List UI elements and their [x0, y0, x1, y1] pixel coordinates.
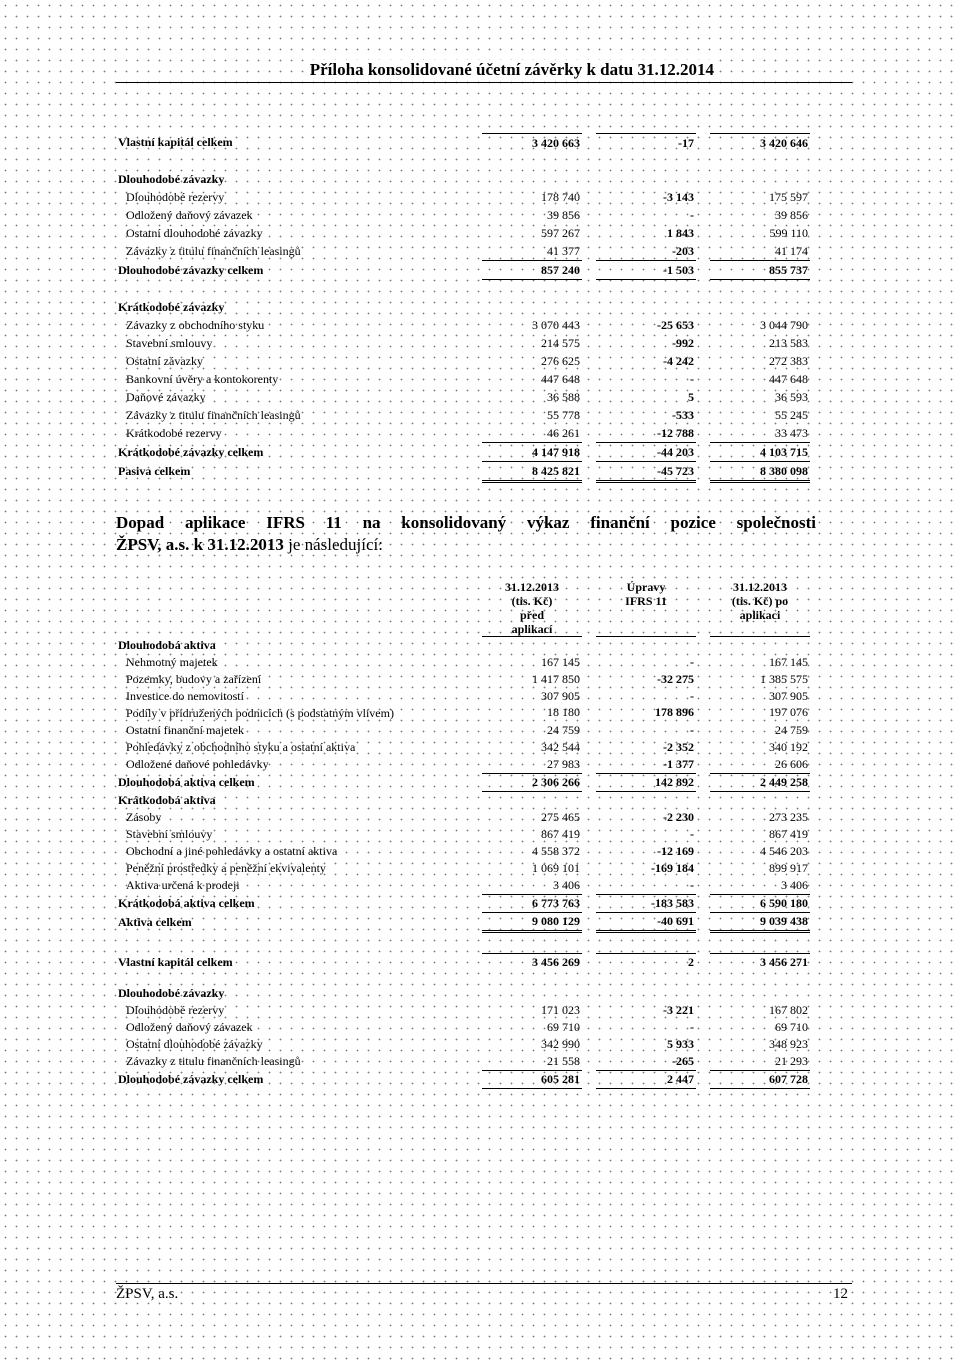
value-after: 855 737	[710, 261, 810, 280]
section-header	[116, 298, 810, 316]
value-before: 46 261	[482, 424, 582, 443]
row-label: Pasiva celkem	[118, 464, 191, 478]
value-before: 867 419	[541, 827, 580, 841]
value-adjustment: -3 221	[663, 1003, 694, 1017]
row-label: Podíly v přidružených podnicích (s podstatným vlivem)	[126, 706, 394, 720]
value-after: 273 235	[769, 810, 808, 824]
table-row	[116, 388, 810, 406]
row-label: Dlouhodobá aktiva celkem	[118, 775, 255, 789]
value-after: 36 593	[775, 389, 808, 404]
section-label: Dlouhodobá aktiva	[118, 637, 216, 652]
document-title: Příloha konsolidované účetní závěrky k datu 31.12.2014	[309, 60, 714, 79]
row-label: Závazky z obchodního styku	[126, 317, 265, 332]
column-header-row	[116, 608, 810, 622]
value-after: 340 192	[769, 740, 808, 754]
value-adjustment: -169 184	[651, 861, 694, 875]
value-adjustment: -2 230	[663, 810, 694, 824]
section-label: Dlouhodobé závazky	[118, 171, 225, 186]
value-after: 867 419	[769, 827, 808, 841]
value-adjustment: -	[690, 655, 694, 669]
value-before: 605 281	[482, 1071, 582, 1089]
table-row	[116, 134, 810, 153]
value-before: 3 420 663	[482, 134, 582, 153]
table-row	[116, 224, 810, 242]
value-adjustment: 178 896	[655, 705, 694, 719]
value-after: 167 802	[769, 1003, 808, 1017]
value-adjustment: -25 653	[657, 317, 694, 332]
section-label: Krátkodobé závazky	[118, 299, 225, 314]
table-row	[116, 206, 810, 224]
heading-suffix: je následující:	[283, 535, 383, 554]
table-row	[116, 913, 810, 932]
value-after: 69 710	[775, 1020, 808, 1034]
value-before: 1 069 101	[532, 861, 580, 875]
row-label: Odložený daňový závazek	[126, 207, 253, 222]
value-after: 607 728	[710, 1071, 810, 1089]
table-row	[116, 352, 810, 370]
row-label: Vlastní kapitál celkem	[118, 954, 233, 969]
table-row	[116, 895, 810, 913]
table-row	[116, 688, 810, 705]
column-header-row	[116, 580, 810, 594]
value-before: 3 070 443	[532, 317, 580, 332]
value-adjustment: -17	[596, 134, 696, 153]
page-footer	[116, 1283, 852, 1306]
section-label: Dlouhodobé závazky	[118, 986, 225, 1000]
value-after: 3 406	[710, 877, 810, 895]
value-after: 213 583	[769, 335, 808, 350]
row-label: Nehmotný majetek	[126, 655, 218, 669]
value-before: 9 080 129	[482, 913, 582, 932]
value-after: 6 590 180	[710, 895, 810, 913]
table-row	[116, 462, 810, 482]
footer-company: ŽPSV, a.s.	[116, 1286, 179, 1302]
value-before: 214 575	[541, 335, 580, 350]
value-after: 9 039 438	[710, 913, 810, 932]
table-row	[116, 843, 810, 860]
value-before: 275 465	[541, 810, 580, 824]
value-adjustment: 5	[688, 389, 694, 404]
table-row	[116, 826, 810, 843]
value-after: 33 473	[710, 424, 810, 443]
value-before: 36 588	[547, 389, 580, 404]
value-adjustment: -	[690, 1020, 694, 1034]
table-row	[116, 1002, 810, 1019]
value-adjustment: -12 169	[657, 844, 694, 858]
row-label: Závazky z titulu finančních leasingů	[126, 1054, 301, 1069]
value-after: 175 597	[769, 189, 808, 204]
value-adjustment: -3 143	[663, 189, 694, 204]
row-label: Pohledávky z obchodního styku a ostatní aktiva	[126, 740, 356, 754]
value-before: 2 306 266	[482, 774, 582, 792]
value-adjustment: -183 583	[596, 895, 696, 913]
row-label: Krátkodobé rezervy	[126, 425, 222, 440]
value-after: 21 293	[710, 1053, 810, 1071]
value-before: 55 778	[547, 407, 580, 422]
table-row	[116, 1071, 810, 1089]
row-label: Stavební smlouvy	[126, 827, 213, 841]
value-before: 39 856	[547, 207, 580, 222]
table-row	[116, 406, 810, 424]
value-adjustment: -45 723	[596, 462, 696, 482]
value-after: 4 546 203	[760, 844, 808, 858]
value-after: 24 759	[775, 723, 808, 737]
value-adjustment: -	[690, 207, 694, 222]
liabilities-table-2014	[116, 133, 810, 483]
value-before: 24 759	[547, 723, 580, 737]
value-before: 4 147 918	[482, 443, 582, 462]
value-before: 178 740	[541, 189, 580, 204]
value-adjustment: 5 933	[667, 1037, 694, 1051]
value-adjustment: -32 275	[657, 672, 694, 686]
value-before: 21 558	[482, 1053, 582, 1071]
value-adjustment: -	[690, 827, 694, 841]
value-before: 3 456 269	[482, 954, 582, 972]
table-row	[116, 261, 810, 280]
row-label: Odložený daňový závazek	[126, 1020, 253, 1034]
value-adjustment: -533	[672, 407, 694, 422]
value-adjustment: -203	[596, 242, 696, 261]
value-after: 26 606	[710, 756, 810, 774]
col-header-after: 31.12.2013	[733, 580, 787, 594]
value-adjustment: -	[690, 723, 694, 737]
table-row	[116, 705, 810, 722]
row-label: Investice do nemovitostí	[126, 689, 244, 703]
value-adjustment: 142 892	[596, 774, 696, 792]
table-row	[116, 443, 810, 462]
value-before: 276 625	[541, 353, 580, 368]
value-before: 4 558 372	[532, 844, 580, 858]
row-label: Závazky z titulu finančních leasingů	[126, 243, 301, 258]
value-after: 272 383	[769, 353, 808, 368]
value-after: 899 917	[769, 861, 808, 875]
value-after: 447 648	[769, 371, 808, 386]
table-row	[116, 1036, 810, 1053]
section-header	[116, 792, 810, 810]
section-header	[116, 170, 810, 188]
value-after: 167 145	[769, 655, 808, 669]
table-row	[116, 860, 810, 877]
section-heading: Dopad aplikace IFRS 11 na konsolidovaný výkaz finanční pozice společnosti	[116, 513, 816, 532]
row-label: Obchodní a jiné pohledávky a ostatní aktiva	[126, 844, 338, 858]
value-before: 8 425 821	[482, 462, 582, 482]
row-label: Ostatní finanční majetek	[126, 723, 244, 737]
row-label: Ostatní závazky	[126, 353, 203, 368]
section-header	[116, 637, 810, 655]
value-after: 348 923	[769, 1037, 808, 1051]
value-before: 857 240	[482, 261, 582, 280]
col-header-after: aplikaci	[739, 608, 781, 622]
row-label: Dlouhodobé rezervy	[126, 189, 225, 204]
value-before: 342 544	[541, 740, 580, 754]
company-date: ŽPSV, a.s. k 31.12.2013	[116, 535, 284, 554]
table-row	[116, 316, 810, 334]
page-header	[116, 58, 852, 83]
column-header-row	[116, 622, 810, 637]
value-adjustment: -992	[672, 335, 694, 350]
row-label: Ostatní dlouhodobé závazky	[126, 225, 263, 240]
col-header-before: (tis. Kč)	[511, 594, 553, 608]
column-header-row	[116, 594, 810, 608]
value-before: 3 406	[482, 877, 582, 895]
col-header-after: (tis. Kč) po	[731, 594, 789, 608]
table-row	[116, 424, 810, 443]
row-label: Dlouhodobé závazky celkem	[118, 1072, 264, 1086]
value-after: 39 856	[775, 207, 808, 222]
value-after: 307 905	[769, 689, 808, 703]
value-before: 6 773 763	[482, 895, 582, 913]
row-label: Aktiva celkem	[118, 914, 192, 929]
section-heading-line2	[116, 535, 383, 555]
value-after: 1 385 575	[760, 672, 808, 686]
row-label: Závazky z titulu finančních leasingů	[126, 407, 301, 422]
value-adjustment: -	[690, 689, 694, 703]
row-label: Odložené daňové pohledávky	[126, 757, 269, 772]
value-adjustment: -1 377	[596, 756, 696, 774]
value-adjustment: 2	[596, 954, 696, 972]
col-header-before: před	[520, 608, 544, 622]
table-row	[116, 954, 810, 972]
row-label: Krátkodobá aktiva celkem	[118, 896, 255, 910]
row-label: Ostatní dlouhodobé závazky	[126, 1037, 263, 1051]
ifrs11-impact-table	[116, 580, 810, 1089]
value-before: 27 983	[482, 756, 582, 774]
table-row	[116, 722, 810, 739]
table-row	[116, 877, 810, 895]
value-adjustment: 1 843	[667, 225, 694, 240]
value-before: 1 417 850	[532, 672, 580, 686]
value-after: 41 174	[710, 242, 810, 261]
value-before: 597 267	[541, 225, 580, 240]
value-adjustment: 2 447	[596, 1071, 696, 1089]
row-label: Aktiva určená k prodeji	[126, 878, 240, 893]
row-label: Zásoby	[126, 810, 162, 824]
value-adjustment: -2 352	[663, 740, 694, 754]
col-header-adjust: IFRS 11	[625, 594, 667, 608]
page-number: 12	[833, 1286, 848, 1302]
value-before: 167 145	[541, 655, 580, 669]
value-before: 342 990	[541, 1037, 580, 1051]
value-after: 2 449 258	[710, 774, 810, 792]
row-label: Pozemky, budovy a zařízení	[126, 672, 262, 686]
value-after: 599 110	[769, 225, 808, 240]
value-adjustment: -44 203	[596, 443, 696, 462]
table-row	[116, 671, 810, 688]
row-label: Bankovní úvěry a kontokorenty	[126, 371, 279, 386]
col-header-before: 31.12.2013	[505, 580, 559, 594]
row-label: Dlouhodobé závazky celkem	[118, 262, 264, 277]
value-after: 3 456 271	[710, 954, 810, 972]
row-label: Dlouhodobé rezervy	[126, 1003, 225, 1017]
value-after: 3 420 646	[710, 134, 810, 153]
section-label: Krátkodobá aktiva	[118, 792, 216, 807]
table-row	[116, 774, 810, 792]
value-before: 18 180	[547, 705, 580, 719]
col-header-before: aplikací	[482, 622, 582, 637]
value-before: 447 648	[541, 371, 580, 386]
value-after: 3 044 790	[760, 317, 808, 332]
value-adjustment: -40 691	[596, 913, 696, 932]
value-after: 197 076	[769, 705, 808, 719]
table-row	[116, 739, 810, 756]
value-adjustment: -265	[596, 1053, 696, 1071]
table-row	[116, 1053, 810, 1071]
table-row	[116, 242, 810, 261]
row-label: Stavební smlouvy	[126, 335, 213, 350]
value-adjustment: -1 503	[596, 261, 696, 280]
table-row	[116, 1019, 810, 1036]
table-row	[116, 370, 810, 388]
col-header-adjust: Úpravy	[626, 580, 666, 594]
value-adjustment: -	[596, 877, 696, 895]
value-adjustment: -12 788	[596, 424, 696, 443]
section-header	[116, 985, 810, 1002]
value-before: 41 377	[482, 242, 582, 261]
row-label: Krátkodobé závazky celkem	[118, 444, 264, 459]
row-label: Peněžní prostředky a peněžní ekvivalenty	[126, 861, 326, 875]
value-after: 8 380 098	[710, 462, 810, 482]
value-before: 307 905	[541, 689, 580, 703]
value-adjustment: -	[690, 371, 694, 386]
value-before: 69 710	[547, 1020, 580, 1034]
value-before: 171 023	[541, 1003, 580, 1017]
row-label: Vlastní kapitál celkem	[118, 135, 233, 150]
table-row	[116, 188, 810, 206]
value-adjustment: -4 242	[663, 353, 694, 368]
table-row	[116, 334, 810, 352]
value-after: 4 103 715	[710, 443, 810, 462]
table-row	[116, 654, 810, 671]
value-after: 55 245	[775, 407, 808, 422]
table-row	[116, 756, 810, 774]
table-row	[116, 809, 810, 826]
row-label: Daňové závazky	[126, 389, 206, 404]
